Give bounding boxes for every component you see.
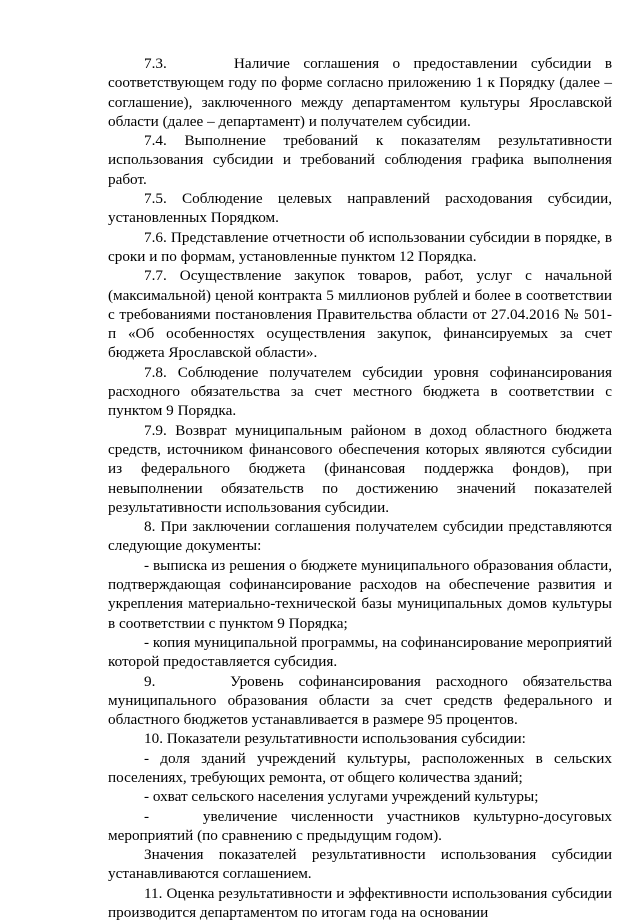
paragraph-7-8: 7.8. Соблюдение получателем субсидии уровня софинансирования расходного обязательства за счет местного бюджета в соответствии с пунктом 9 Порядка. [108, 363, 612, 420]
paragraph-10-item-2: - охват сельского населения услугами учреждений культуры; [144, 788, 539, 806]
paragraph-7-6: 7.6. Представление отчетности об использовании субсидии в порядке, в сроки и по формам, установленные пунктом 12 Порядка. [108, 228, 612, 265]
paragraph-7-5: 7.5. Соблюдение целевых направлений расходования субсидии, установленных Порядком. [108, 190, 612, 227]
paragraph-10-item-3: - увеличение численности участников культурно-досуговых мероприятий (по сравнению с предыдущим годом). [108, 807, 612, 844]
paragraph-7-7: 7.7. Осуществление закупок товаров, работ, услуг с начальной (максимальной) ценой контракта 5 миллионов рублей и более в соответствии с требованиями постановления Правительства области от 27.04.2016 № 501-п «Об особенностях осуществления закупок, финансируемых за счет бюджета Ярославской области». [108, 267, 612, 362]
paragraph-7-4: 7.4. Выполнение требований к показателям результативности использования субсидии и требований соблюдения графика выполнения работ. [108, 132, 612, 188]
paragraph-10-values: Значения показателей результативности использования субсидии устанавливаются соглашением. [108, 846, 612, 883]
paragraph-7-9: 7.9. Возврат муниципальным районом в доход областного бюджета средств, источником финансового обеспечения которых являются субсидии из федерального бюджета (финансовая поддержка фондов), при невыполнении обязательств по достижению значений показателей результативности использования субсидии. [108, 421, 612, 516]
paragraph-8: 8. При заключении соглашения получателем субсидии представляются следующие документы: [108, 518, 612, 555]
paragraph-11: 11. Оценка результативности и эффективности использования субсидии производится департаментом по итогам года на основании [108, 884, 612, 922]
paragraph-8-item-1: - выписка из решения о бюджете муниципального образования области, подтверждающая софинансирование расходов на обеспечение развития и укрепления материально-технической базы муниципальных домов культуры в соответствии с пунктом 9 Порядка; [108, 556, 612, 632]
paragraph-7-3: 7.3. Наличие соглашения о предоставлении субсидии в соответствующем году по форме согласно приложению 1 к Порядку (далее – соглашение), заключенного между департаментом культуры Ярославской области (далее – департамент) и получателем субсидии. [108, 55, 612, 130]
paragraph-10-item-1: - доля зданий учреждений культуры, расположенных в сельских поселениях, требующих ремонта, от общего количества зданий; [108, 749, 612, 786]
paragraph-9: 9. Уровень софинансирования расходного обязательства муниципального образования области за счет средств федерального и областного бюджетов устанавливается в размере 95 процентов. [108, 672, 612, 729]
paragraph-10: 10. Показатели результативности использования субсидии: [144, 730, 526, 748]
paragraph-8-item-2: - копия муниципальной программы, на софинансирование мероприятий которой предоставляется субсидия. [108, 633, 612, 671]
